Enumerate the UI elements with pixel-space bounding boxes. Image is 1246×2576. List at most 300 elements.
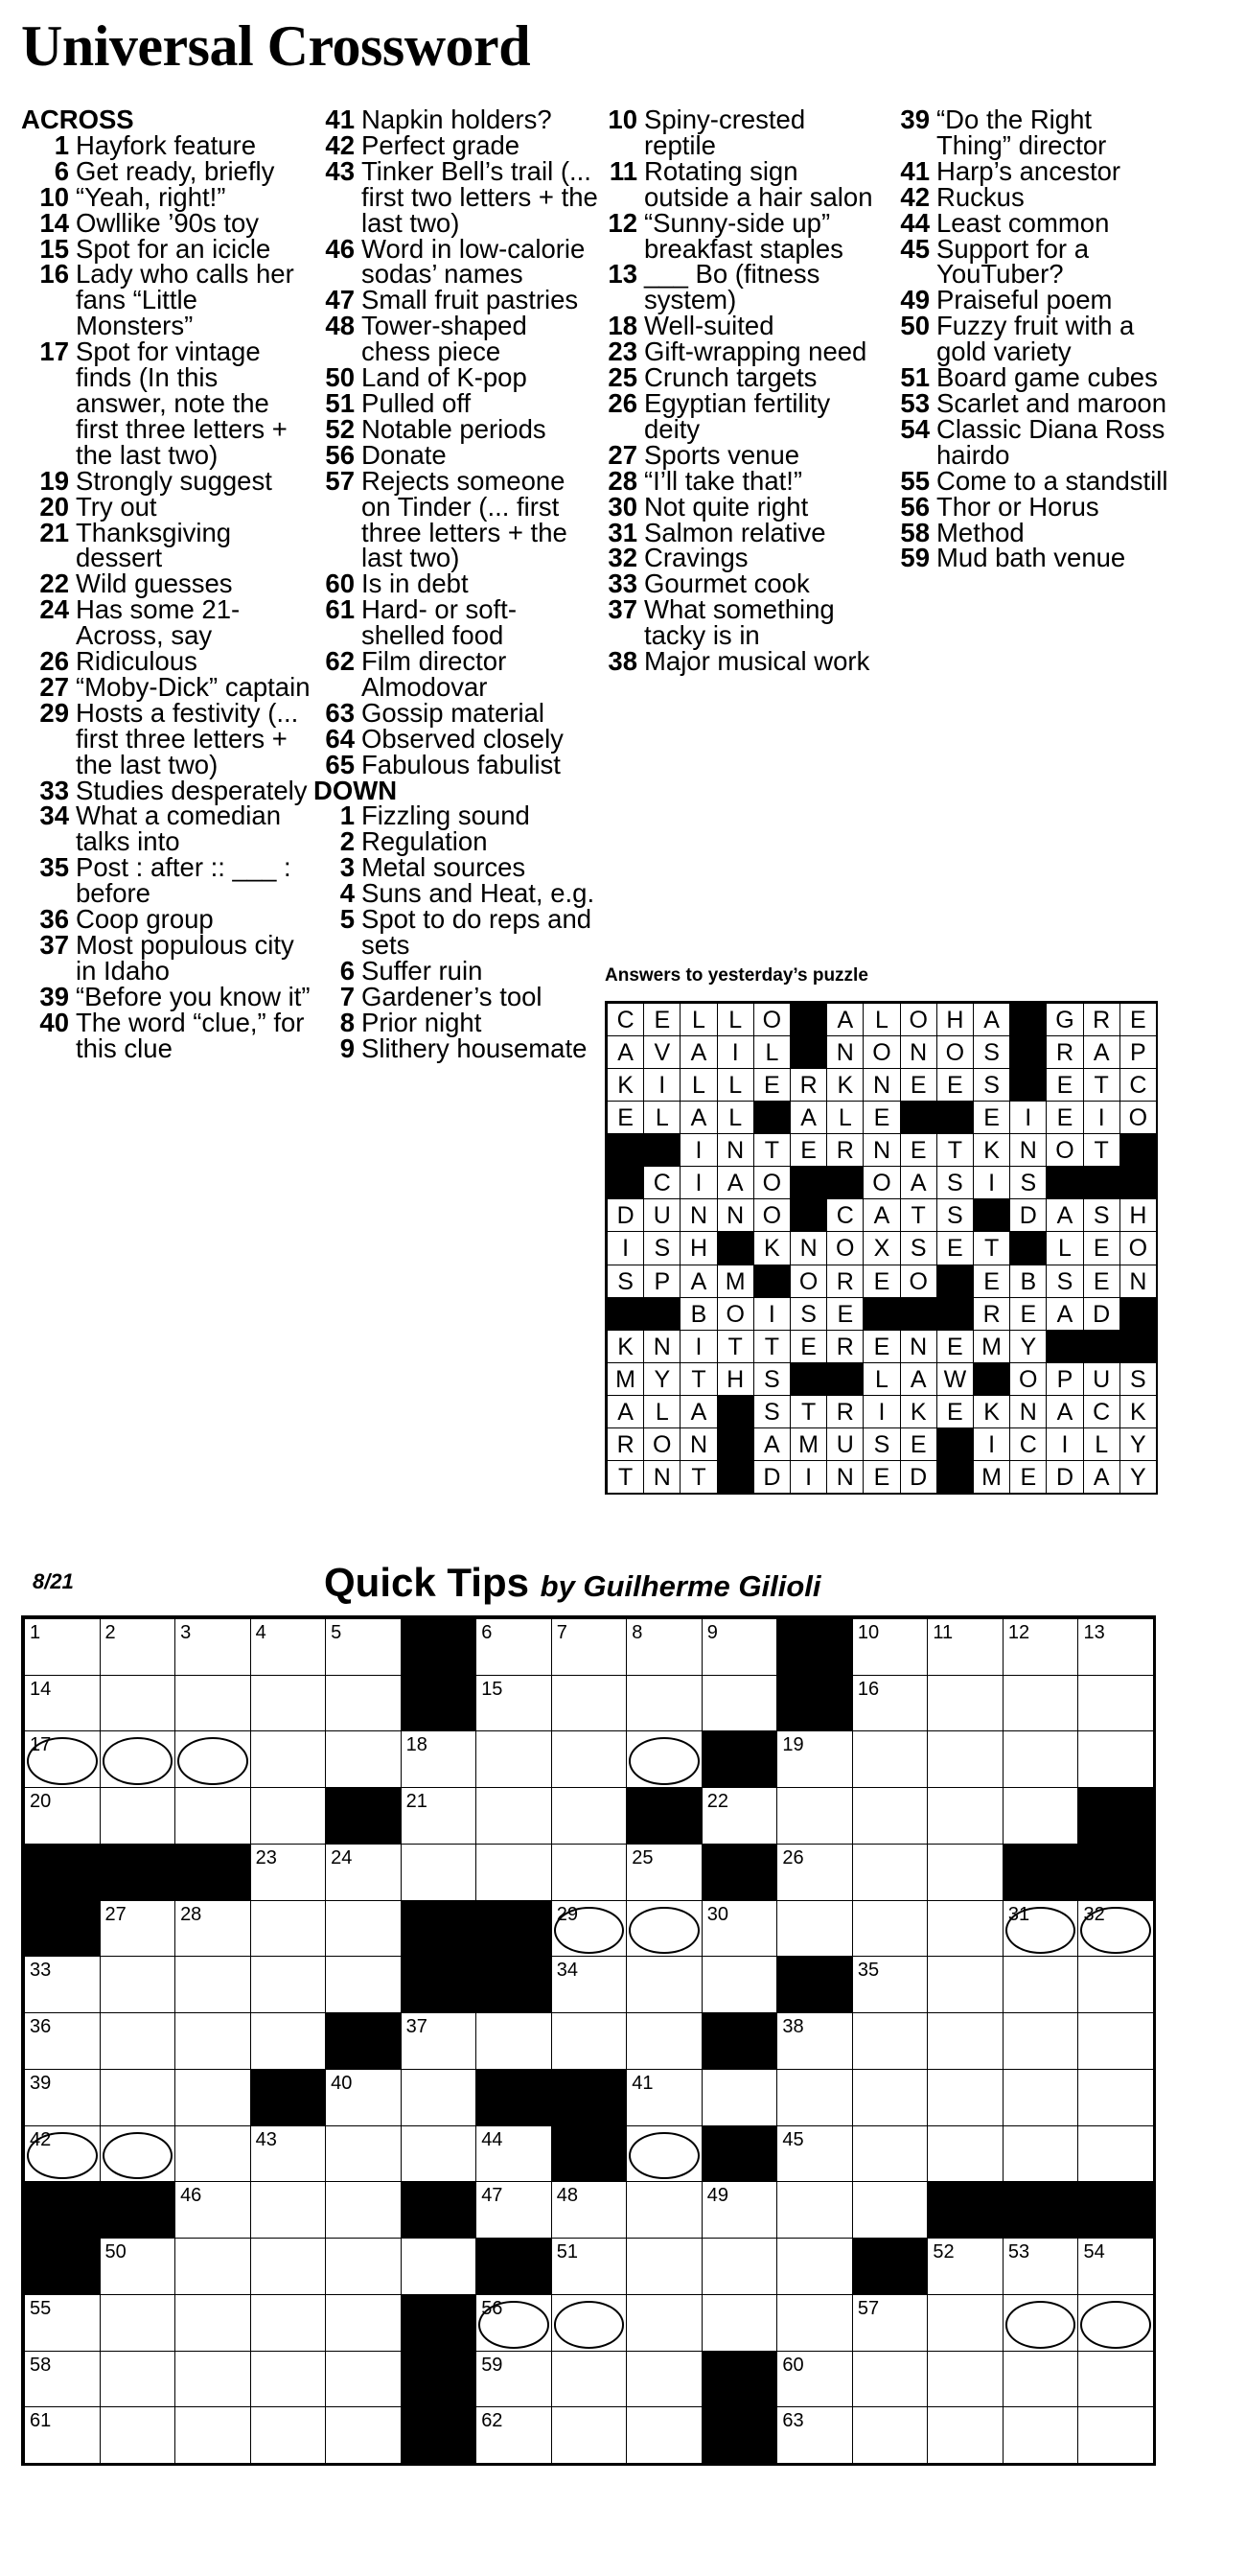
grid-cell[interactable] [1077, 2012, 1154, 2070]
clue-text: Classic Diana Ross hairdo [936, 413, 1165, 470]
grid-cell[interactable] [927, 1900, 1004, 1958]
answer-letter: E [910, 1072, 927, 1100]
grid-cell[interactable] [401, 1730, 477, 1788]
grid-cell[interactable] [174, 2406, 251, 2464]
grid-cell[interactable] [475, 2351, 552, 2408]
grid-cell[interactable] [475, 2125, 552, 2183]
grid-cell[interactable] [852, 2012, 929, 2070]
grid-cell[interactable] [100, 2351, 176, 2408]
answer-letter: L [765, 1039, 779, 1067]
answer-letter: S [1056, 1267, 1073, 1295]
grid-cell[interactable] [174, 2238, 251, 2295]
grid-cell[interactable] [475, 1844, 552, 1901]
clue-text: Method [936, 517, 1025, 547]
clue-text: Napkin holders? [361, 104, 552, 134]
grid-cell[interactable] [1003, 2406, 1079, 2464]
grid-cell[interactable] [1003, 2351, 1079, 2408]
grid-cell[interactable] [1003, 1730, 1079, 1788]
grid-cell[interactable] [927, 1844, 1004, 1901]
grid-cell[interactable] [475, 1618, 552, 1676]
grid-cell[interactable] [852, 2351, 929, 2408]
grid-cell[interactable] [1077, 2351, 1154, 2408]
cell-number: 24 [331, 1846, 353, 1868]
answer-cell [863, 1265, 900, 1298]
grid-cell[interactable] [551, 2351, 628, 2408]
grid-cell[interactable] [551, 2294, 628, 2352]
grid-cell[interactable] [551, 1730, 628, 1788]
grid-cell[interactable] [250, 2012, 327, 2070]
answer-letter: K [617, 1072, 634, 1100]
grid-cell[interactable] [24, 1956, 101, 2013]
answer-cell [680, 1198, 717, 1232]
grid-cell[interactable] [475, 1787, 552, 1845]
grid-cell[interactable] [325, 1844, 402, 1901]
answer-cell [863, 1362, 900, 1396]
clue-number: 7 [339, 981, 355, 1011]
grid-cell[interactable] [626, 1844, 703, 1901]
answer-cell [790, 1427, 827, 1461]
grid-cell[interactable] [250, 2294, 327, 2352]
grid-cell[interactable] [250, 2351, 327, 2408]
grid-cell[interactable] [1077, 1900, 1154, 1958]
grid-cell[interactable] [475, 2012, 552, 2070]
clue-item [589, 646, 877, 677]
cell-number: 27 [104, 1903, 127, 1925]
grid-cell[interactable] [1003, 1618, 1079, 1676]
grid-cell[interactable] [852, 2406, 929, 2464]
grid-cell[interactable] [852, 2069, 929, 2126]
answer-cell [900, 1166, 937, 1199]
grid-cell[interactable] [927, 1956, 1004, 2013]
clue-number: 4 [339, 878, 355, 909]
clue-text: Thor or Horus [936, 491, 1099, 522]
grid-cell[interactable] [250, 1900, 327, 1958]
grid-cell[interactable] [24, 2351, 101, 2408]
grid-cell[interactable] [927, 2012, 1004, 2070]
grid-cell[interactable] [626, 1900, 703, 1958]
grid-cell[interactable] [776, 1787, 853, 1845]
clue-number: 46 [325, 233, 355, 264]
grid-cell[interactable] [927, 2069, 1004, 2126]
grid-cell[interactable] [776, 2125, 853, 2183]
clue-list [589, 104, 877, 677]
answer-letter: O [726, 1300, 745, 1328]
grid-cell[interactable] [250, 2181, 327, 2239]
clue-number: 64 [325, 723, 355, 754]
grid-cell[interactable] [401, 2125, 477, 2183]
grid-cell[interactable] [927, 1675, 1004, 1732]
grid-cell[interactable] [1077, 2406, 1154, 2464]
grid-cell[interactable] [100, 2012, 176, 2070]
grid-cell[interactable] [100, 1956, 176, 2013]
answer-letter: A [910, 1170, 927, 1197]
cell-number: 18 [405, 1734, 427, 1756]
answer-cell [680, 1003, 717, 1036]
grid-cell[interactable] [776, 2181, 853, 2239]
answer-letter: L [1058, 1235, 1072, 1263]
cell-number: 16 [857, 1678, 880, 1700]
answer-letter: O [1055, 1137, 1074, 1165]
grid-cell[interactable] [551, 1900, 628, 1958]
grid-cell[interactable] [551, 2012, 628, 2070]
grid-cell[interactable] [702, 2294, 778, 2352]
answer-letter: S [947, 1170, 963, 1197]
grid-cell[interactable] [475, 1730, 552, 1788]
answer-letter: R [836, 1267, 854, 1295]
answer-cell [643, 1330, 681, 1363]
grid-cell[interactable] [24, 2012, 101, 2070]
grid-cell[interactable] [852, 1730, 929, 1788]
grid-cell[interactable] [551, 2406, 628, 2464]
answer-cell [1119, 1460, 1157, 1494]
grid-cell[interactable] [852, 1844, 929, 1901]
grid-cell[interactable] [174, 1900, 251, 1958]
grid-cell[interactable] [325, 2125, 402, 2183]
grid-cell[interactable] [401, 1787, 477, 1845]
answer-letter: S [910, 1235, 927, 1263]
grid-cell[interactable] [475, 2181, 552, 2239]
grid-cell[interactable] [852, 1956, 929, 2013]
grid-cell[interactable] [927, 2351, 1004, 2408]
clue-text: Gossip material [361, 697, 545, 728]
grid-cell[interactable] [250, 1787, 327, 1845]
clue-list [307, 803, 599, 1061]
answer-cell [753, 1297, 791, 1331]
grid-cell[interactable] [776, 2069, 853, 2126]
grid-cell[interactable] [24, 1618, 101, 1676]
grid-cell[interactable] [401, 2012, 477, 2070]
grid-cell[interactable] [626, 2406, 703, 2464]
clue-number: 20 [39, 491, 69, 522]
answer-cell [790, 1133, 827, 1167]
answer-cell [900, 1198, 937, 1232]
grid-cell[interactable] [100, 2406, 176, 2464]
grid-cell[interactable] [250, 1844, 327, 1901]
answer-cell [900, 1068, 937, 1102]
clue-text: Small fruit pastries [361, 285, 579, 315]
grid-cell[interactable] [325, 2406, 402, 2464]
grid-cell[interactable] [100, 2125, 176, 2183]
answer-cell [680, 1395, 717, 1428]
grid-cell[interactable] [325, 2351, 402, 2408]
grid-cell[interactable] [702, 1956, 778, 2013]
grid-cell[interactable] [1077, 2238, 1154, 2295]
grid-cell[interactable] [702, 2238, 778, 2295]
grid-cell[interactable] [927, 2294, 1004, 2352]
circle-marker [177, 1737, 248, 1785]
answer-letter: I [878, 1398, 886, 1426]
answer-cell [790, 1231, 827, 1265]
grid-cell[interactable] [100, 1787, 176, 1845]
grid-block [475, 2069, 552, 2126]
grid-block [401, 1675, 477, 1732]
answer-block [1119, 1297, 1157, 1331]
grid-cell[interactable] [551, 2181, 628, 2239]
answer-letter: C [836, 1202, 854, 1230]
grid-cell[interactable] [325, 1730, 402, 1788]
grid-cell[interactable] [174, 1675, 251, 1732]
grid-cell[interactable] [100, 2294, 176, 2352]
grid-cell[interactable] [852, 2181, 929, 2239]
cell-number: 17 [30, 1734, 52, 1756]
answer-letter: E [910, 1430, 927, 1458]
answer-cell [680, 1101, 717, 1134]
grid-cell[interactable] [702, 1787, 778, 1845]
grid-cell[interactable] [626, 1675, 703, 1732]
clue-text: Praiseful poem [936, 285, 1113, 315]
grid-cell[interactable] [776, 2012, 853, 2070]
grid-cell[interactable] [1077, 1618, 1154, 1676]
grid-cell[interactable] [250, 1618, 327, 1676]
grid-cell[interactable] [24, 2406, 101, 2464]
grid-cell[interactable] [626, 1618, 703, 1676]
grid-cell[interactable] [1003, 2238, 1079, 2295]
grid-cell[interactable] [927, 1787, 1004, 1845]
clue-item [21, 339, 313, 469]
grid-cell[interactable] [325, 2238, 402, 2295]
grid-cell[interactable] [1077, 2125, 1154, 2183]
grid-cell[interactable] [24, 1730, 101, 1788]
answer-block [607, 1297, 644, 1331]
grid-cell[interactable] [626, 2069, 703, 2126]
grid-cell[interactable] [401, 1844, 477, 1901]
grid-cell[interactable] [776, 2351, 853, 2408]
grid-block [702, 2406, 778, 2464]
clue-text: “Before you know it” [76, 981, 311, 1011]
grid-cell[interactable] [626, 2238, 703, 2295]
answer-letter: R [799, 1072, 818, 1100]
grid-cell[interactable] [325, 2181, 402, 2239]
grid-cell[interactable] [927, 1730, 1004, 1788]
grid-cell[interactable] [24, 2069, 101, 2126]
clue-text: Salmon relative [644, 517, 826, 547]
grid-cell[interactable] [174, 2294, 251, 2352]
clue-number: 50 [325, 362, 355, 393]
grid-cell[interactable] [100, 1900, 176, 1958]
clue-text: Fabulous fabulist [361, 749, 561, 779]
grid-cell[interactable] [927, 1618, 1004, 1676]
grid-cell[interactable] [1077, 2069, 1154, 2126]
grid-cell[interactable] [702, 2181, 778, 2239]
answer-letter: L [692, 1007, 705, 1033]
grid-cell[interactable] [776, 1900, 853, 1958]
grid-block [325, 1787, 402, 1845]
cell-number: 56 [481, 2297, 503, 2319]
answer-letter: N [836, 1463, 854, 1491]
grid-cell[interactable] [852, 1787, 929, 1845]
grid-cell[interactable] [1077, 1956, 1154, 2013]
grid-cell[interactable] [174, 2125, 251, 2183]
grid-cell[interactable] [551, 1956, 628, 2013]
grid-block [475, 1956, 552, 2013]
grid-cell[interactable] [24, 2125, 101, 2183]
answer-cell [1009, 1101, 1047, 1134]
grid-cell[interactable] [776, 2238, 853, 2295]
clues-column-1 [21, 104, 313, 1063]
answer-letter: A [690, 1398, 707, 1426]
grid-cell[interactable] [776, 2294, 853, 2352]
answer-letter: A [1093, 1039, 1110, 1067]
clue-number: 47 [325, 285, 355, 315]
grid-cell[interactable] [325, 1900, 402, 1958]
clue-item [307, 697, 599, 728]
grid-cell[interactable] [250, 2125, 327, 2183]
grid-cell[interactable] [852, 2125, 929, 2183]
grid-cell[interactable] [551, 1675, 628, 1732]
grid-cell[interactable] [174, 1956, 251, 2013]
answer-cell [1083, 1427, 1120, 1461]
grid-cell[interactable] [174, 1787, 251, 1845]
puzzle-title [324, 1560, 820, 1606]
grid-cell[interactable] [1003, 1675, 1079, 1732]
answer-cell [643, 1265, 681, 1298]
answer-cell [1083, 1362, 1120, 1396]
grid-cell[interactable] [1077, 1675, 1154, 1732]
clue-text: Studies desperately [76, 775, 308, 805]
grid-cell[interactable] [174, 1618, 251, 1676]
clue-number: 49 [900, 285, 930, 315]
grid-cell[interactable] [702, 1675, 778, 1732]
clue-text: “Moby-Dick” captain [76, 671, 311, 702]
grid-cell[interactable] [852, 1675, 929, 1732]
grid-cell[interactable] [24, 1787, 101, 1845]
answer-cell [863, 1166, 900, 1199]
answer-cell [973, 1166, 1010, 1199]
answer-letter: K [617, 1333, 634, 1360]
clue-item [882, 413, 1169, 470]
clue-number: 24 [39, 594, 69, 625]
grid-cell[interactable] [551, 1618, 628, 1676]
clue-number: 3 [339, 852, 355, 883]
grid-cell[interactable] [325, 1675, 402, 1732]
grid-cell[interactable] [1003, 2125, 1079, 2183]
grid-cell[interactable] [1003, 2069, 1079, 2126]
grid-cell[interactable] [1003, 2012, 1079, 2070]
grid-cell[interactable] [1003, 1900, 1079, 1958]
grid-cell[interactable] [551, 1787, 628, 1845]
grid-cell[interactable] [927, 2406, 1004, 2464]
grid-block [100, 1844, 176, 1901]
answer-cell [1119, 1035, 1157, 1069]
grid-cell[interactable] [1077, 2294, 1154, 2352]
grid-cell[interactable] [1003, 2294, 1079, 2352]
answer-cell [1046, 1265, 1083, 1298]
answer-cell [607, 1231, 644, 1265]
grid-cell[interactable] [325, 1956, 402, 2013]
grid-cell[interactable] [325, 2294, 402, 2352]
grid-block [24, 1844, 101, 1901]
grid-cell[interactable] [702, 1618, 778, 1676]
grid-cell[interactable] [174, 2012, 251, 2070]
answer-letter: A [1056, 1202, 1073, 1230]
grid-cell[interactable] [626, 2012, 703, 2070]
grid-cell[interactable] [325, 1618, 402, 1676]
grid-cell[interactable] [551, 2238, 628, 2295]
grid-cell[interactable] [100, 2238, 176, 2295]
cell-number: 50 [104, 2241, 127, 2263]
clue-number: 51 [325, 387, 355, 418]
grid-cell[interactable] [852, 1900, 929, 1958]
grid-cell[interactable] [626, 1956, 703, 2013]
grid-cell[interactable] [1003, 1787, 1079, 1845]
grid-cell[interactable] [100, 2069, 176, 2126]
grid-cell[interactable] [174, 2181, 251, 2239]
grid-cell[interactable] [401, 2238, 477, 2295]
clue-text: Ruckus [936, 181, 1025, 212]
grid-cell[interactable] [475, 2406, 552, 2464]
grid-cell[interactable] [702, 1900, 778, 1958]
grid-cell[interactable] [24, 2294, 101, 2352]
grid-cell[interactable] [250, 2406, 327, 2464]
grid-cell[interactable] [626, 1730, 703, 1788]
grid-cell[interactable] [325, 2069, 402, 2126]
answer-cell [863, 1068, 900, 1102]
grid-block [551, 2069, 628, 2126]
clue-item [589, 491, 877, 522]
grid-cell[interactable] [1003, 1956, 1079, 2013]
grid-cell[interactable] [174, 2069, 251, 2126]
grid-cell[interactable] [24, 1675, 101, 1732]
grid-cell[interactable] [626, 2181, 703, 2239]
grid-cell[interactable] [852, 1618, 929, 1676]
grid-cell[interactable] [852, 2294, 929, 2352]
clue-number: 52 [325, 413, 355, 444]
answer-cell [1009, 1133, 1047, 1167]
answer-cell [826, 1101, 864, 1134]
grid-cell[interactable] [702, 2069, 778, 2126]
grid-cell[interactable] [626, 2351, 703, 2408]
grid-cell[interactable] [927, 2125, 1004, 2183]
clue-text: Cravings [644, 543, 749, 573]
grid-cell[interactable] [100, 1730, 176, 1788]
answer-cell [973, 1101, 1010, 1134]
grid-cell[interactable] [1077, 1730, 1154, 1788]
grid-cell[interactable] [250, 1730, 327, 1788]
answer-letter: T [691, 1365, 706, 1393]
answer-cell [790, 1297, 827, 1331]
answer-letter: N [1019, 1137, 1037, 1165]
grid-cell[interactable] [250, 1956, 327, 2013]
grid-cell[interactable] [401, 2069, 477, 2126]
grid-cell[interactable] [551, 1844, 628, 1901]
grid-cell[interactable] [927, 2238, 1004, 2295]
answer-letter: D [616, 1202, 635, 1230]
grid-cell[interactable] [776, 2406, 853, 2464]
cell-number: 5 [331, 1622, 342, 1643]
grid-cell[interactable] [475, 2294, 552, 2352]
grid-cell[interactable] [174, 2351, 251, 2408]
grid-cell[interactable] [174, 1730, 251, 1788]
answer-cell [753, 1231, 791, 1265]
clue-text: Gourmet cook [644, 569, 810, 599]
grid-cell[interactable] [626, 2294, 703, 2352]
grid-cell[interactable] [100, 1618, 176, 1676]
answer-letter: O [872, 1039, 891, 1067]
clue-item [21, 491, 313, 522]
grid-cell[interactable] [776, 1844, 853, 1901]
answer-letter: S [873, 1430, 890, 1458]
answer-cell [643, 1395, 681, 1428]
answer-cell [900, 1133, 937, 1167]
clue-number: 42 [325, 129, 355, 160]
grid-cell[interactable] [626, 2125, 703, 2183]
grid-cell[interactable] [250, 2238, 327, 2295]
grid-cell[interactable] [100, 1675, 176, 1732]
answer-cell [717, 1166, 754, 1199]
grid-cell[interactable] [475, 1675, 552, 1732]
grid-cell[interactable] [776, 1730, 853, 1788]
grid-cell[interactable] [250, 1675, 327, 1732]
